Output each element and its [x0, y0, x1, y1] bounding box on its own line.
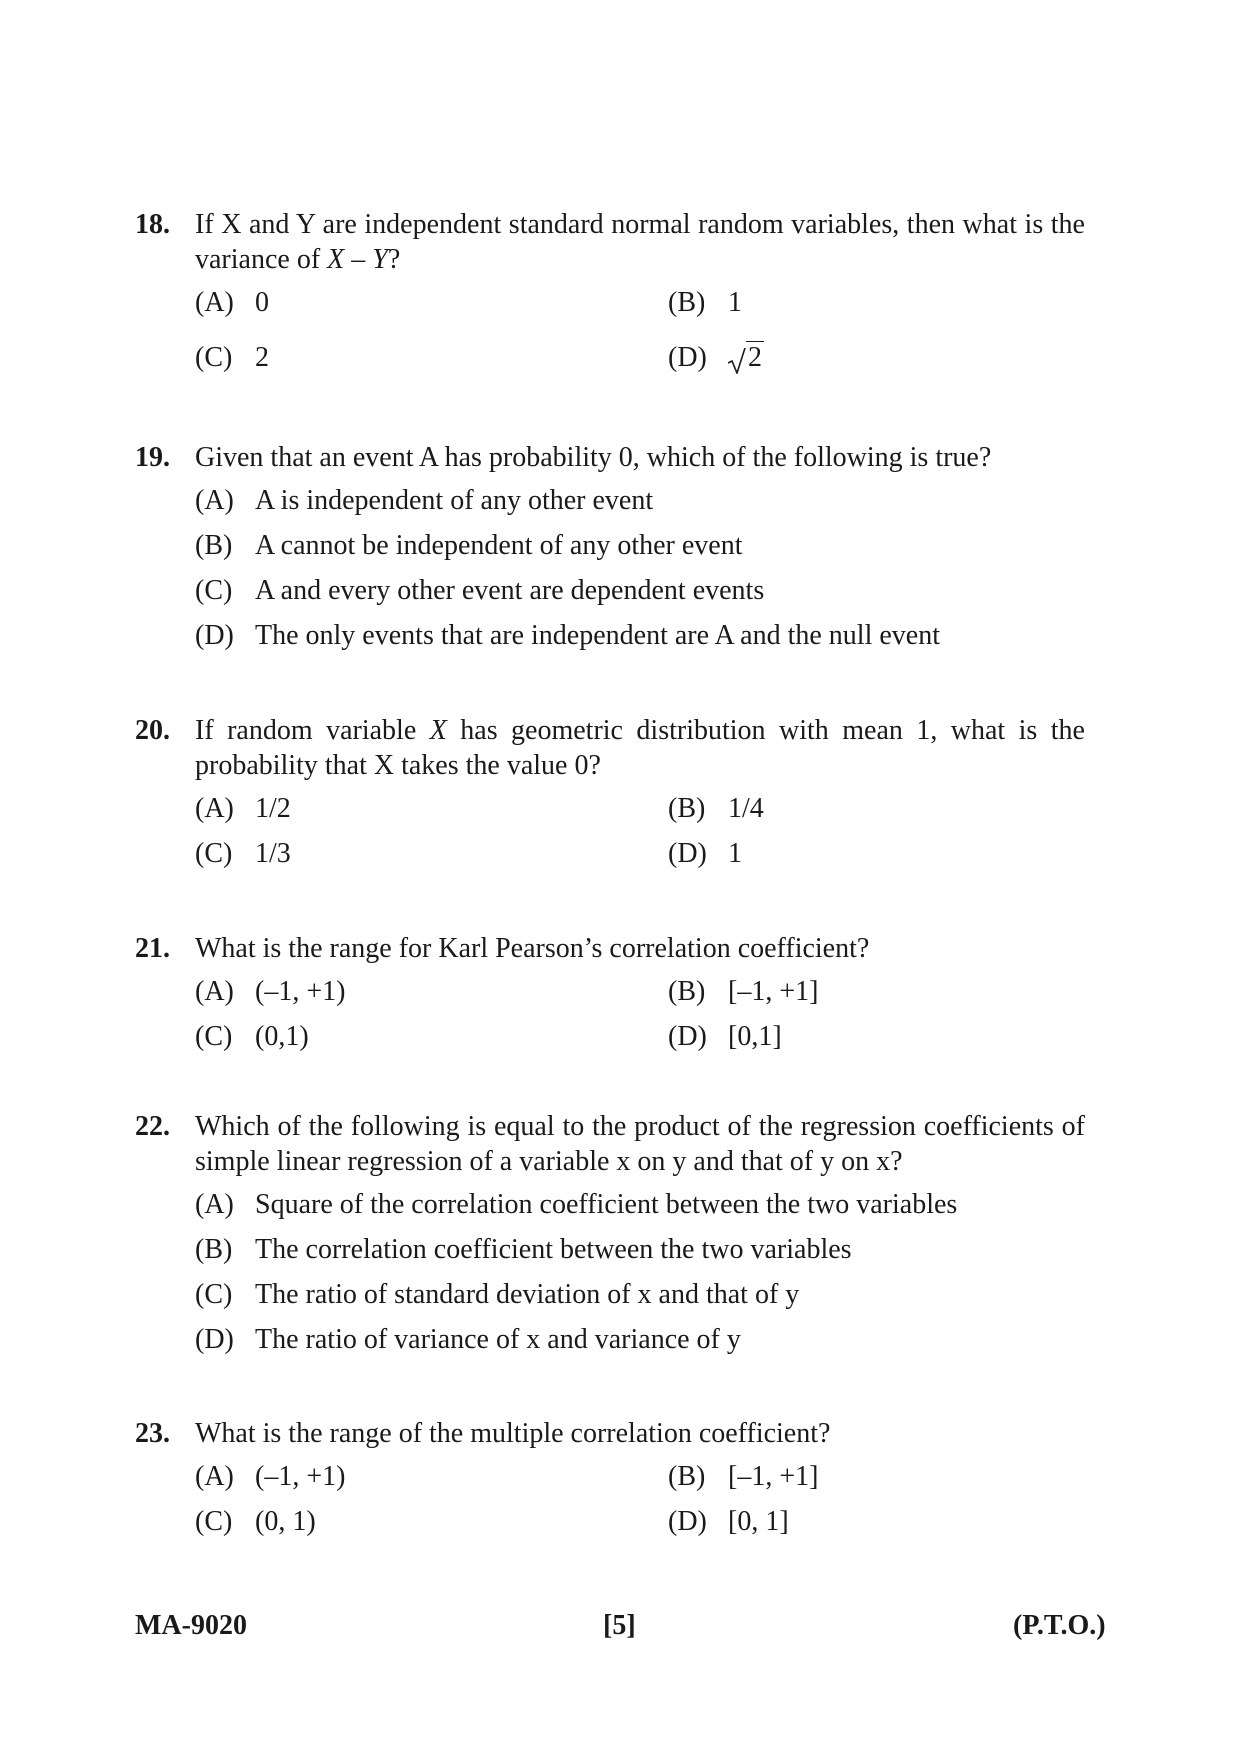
- question-text-lead: If random variable: [195, 715, 430, 746]
- option-label: (D): [668, 1021, 707, 1052]
- option-c[interactable]: [195, 1277, 1085, 1322]
- option-c[interactable]: [195, 573, 1085, 618]
- option-text: The ratio of standard deviation of x and that of y: [255, 1279, 800, 1310]
- option-label: (C): [195, 342, 233, 373]
- question-18: [135, 207, 1085, 385]
- question-23: [135, 1416, 1085, 1549]
- option-c[interactable]: [195, 340, 269, 376]
- options-row: [195, 791, 1085, 836]
- options-grid: [195, 791, 1085, 881]
- option-label: (A): [195, 976, 234, 1007]
- option-a[interactable]: [195, 791, 291, 827]
- question-text-lead: If X and Y are independent standard normal random variables, then what is the variance of: [195, 209, 1085, 275]
- question-text: What is the range of the multiple correlation coefficient?: [195, 1418, 831, 1449]
- question-number: 22.: [135, 1111, 170, 1142]
- option-text: 1/3: [255, 838, 291, 869]
- options-list: [195, 1187, 1085, 1367]
- option-label: (A): [195, 1461, 234, 1492]
- option-text: 1: [728, 838, 742, 869]
- option-c[interactable]: [195, 1019, 309, 1055]
- question-19: [135, 440, 1085, 663]
- option-b[interactable]: [668, 285, 742, 321]
- option-a[interactable]: [195, 1187, 1085, 1232]
- option-text: The ratio of variance of x and variance of y: [255, 1324, 741, 1355]
- option-label: (B): [195, 1234, 233, 1265]
- option-label: (A): [195, 793, 234, 824]
- option-label: (A): [195, 1189, 234, 1220]
- question-20: [135, 713, 1085, 881]
- option-label: (C): [195, 1506, 233, 1537]
- option-text: [–1, +1]: [728, 1461, 819, 1492]
- option-text: (0, 1): [255, 1506, 316, 1537]
- question-text-tail: has geometric distribution with mean 1, what is the probability that X takes the value 0?: [195, 715, 1085, 781]
- square-root-expression: [728, 340, 764, 376]
- radical-sign-icon: [728, 348, 746, 374]
- question-number: 20.: [135, 715, 170, 746]
- option-text: 1/2: [255, 793, 291, 824]
- question-number: 23.: [135, 1418, 170, 1449]
- option-a[interactable]: [195, 974, 345, 1010]
- question-text: Given that an event A has probability 0, which of the following is true?: [195, 442, 992, 473]
- option-d[interactable]: [668, 1019, 782, 1055]
- options-grid: [195, 1459, 1085, 1549]
- option-text: The correlation coefficient between the two variables: [255, 1234, 852, 1265]
- option-label: (D): [668, 342, 707, 373]
- option-label: (A): [195, 287, 234, 318]
- option-label: (B): [668, 976, 706, 1007]
- option-label: (C): [195, 1021, 233, 1052]
- options-row: [195, 1504, 1085, 1549]
- option-d[interactable]: [668, 836, 742, 872]
- option-label: (C): [195, 575, 233, 606]
- option-text: The only events that are independent are A and the null event: [255, 620, 940, 651]
- question-text: [195, 713, 1085, 783]
- option-label: (D): [195, 620, 234, 651]
- option-label: (D): [668, 838, 707, 869]
- paper-code: MA-9020: [135, 1610, 247, 1641]
- option-d[interactable]: [195, 618, 1085, 663]
- question-number: 21.: [135, 933, 170, 964]
- question-text: What is the range for Karl Pearson’s correlation coefficient?: [195, 933, 870, 964]
- option-label: (C): [195, 1279, 233, 1310]
- option-text: (0,1): [255, 1021, 309, 1052]
- option-label: (D): [668, 1506, 707, 1537]
- option-text: 0: [255, 287, 269, 318]
- option-c[interactable]: [195, 1504, 316, 1540]
- option-b[interactable]: [195, 528, 1085, 573]
- option-b[interactable]: [668, 1459, 818, 1495]
- option-d[interactable]: [668, 1504, 789, 1540]
- option-c[interactable]: [195, 836, 291, 872]
- option-b[interactable]: [668, 974, 818, 1010]
- options-grid: [195, 974, 1085, 1064]
- option-label: (B): [668, 1461, 706, 1492]
- question-text: [195, 207, 1085, 277]
- question-number: 19.: [135, 442, 170, 473]
- question-math-expression: X – Y: [327, 244, 388, 275]
- question-number: 18.: [135, 209, 170, 240]
- option-a[interactable]: [195, 285, 269, 321]
- option-text: (–1, +1): [255, 976, 346, 1007]
- question-22: [135, 1109, 1085, 1367]
- option-label: (B): [668, 287, 706, 318]
- options-row: [195, 285, 1085, 330]
- option-b[interactable]: [195, 1232, 1085, 1277]
- option-text: 1: [728, 287, 742, 318]
- option-a[interactable]: [195, 483, 1085, 528]
- option-text: Square of the correlation coefficient between the two variables: [255, 1189, 958, 1220]
- options-list: [195, 483, 1085, 663]
- option-text: 2: [255, 342, 269, 373]
- option-label: (B): [668, 793, 706, 824]
- option-label: (C): [195, 838, 233, 869]
- option-text: [–1, +1]: [728, 976, 819, 1007]
- option-text: A is independent of any other event: [255, 485, 654, 516]
- option-b[interactable]: [668, 791, 764, 827]
- option-d[interactable]: [195, 1322, 1085, 1367]
- question-21: [135, 931, 1085, 1064]
- option-text: 2: [748, 342, 762, 373]
- options-row: [195, 340, 1085, 385]
- options-row: [195, 836, 1085, 881]
- options-row: [195, 1019, 1085, 1064]
- option-label: (B): [195, 530, 233, 561]
- question-text-tail: ?: [387, 244, 401, 275]
- option-text: [0, 1]: [728, 1506, 789, 1537]
- question-math-expression: X: [429, 715, 447, 746]
- option-text: 1/4: [728, 793, 764, 824]
- option-text: [0,1]: [728, 1021, 782, 1052]
- page-number: [5]: [603, 1610, 636, 1641]
- option-text: A cannot be independent of any other event: [255, 530, 743, 561]
- option-label: (A): [195, 485, 234, 516]
- options-row: [195, 1459, 1085, 1504]
- option-d[interactable]: [668, 340, 764, 376]
- option-label: (D): [195, 1324, 234, 1355]
- option-a[interactable]: [195, 1459, 345, 1495]
- please-turn-over-note: (P.T.O.): [1013, 1610, 1106, 1641]
- question-text: Which of the following is equal to the product of the regression coefficients of simple linear regression of a variable x on y and that of y on x?: [195, 1111, 1085, 1177]
- option-text: (–1, +1): [255, 1461, 346, 1492]
- options-row: [195, 974, 1085, 1019]
- option-text: A and every other event are dependent events: [255, 575, 765, 606]
- options-grid: [195, 285, 1085, 385]
